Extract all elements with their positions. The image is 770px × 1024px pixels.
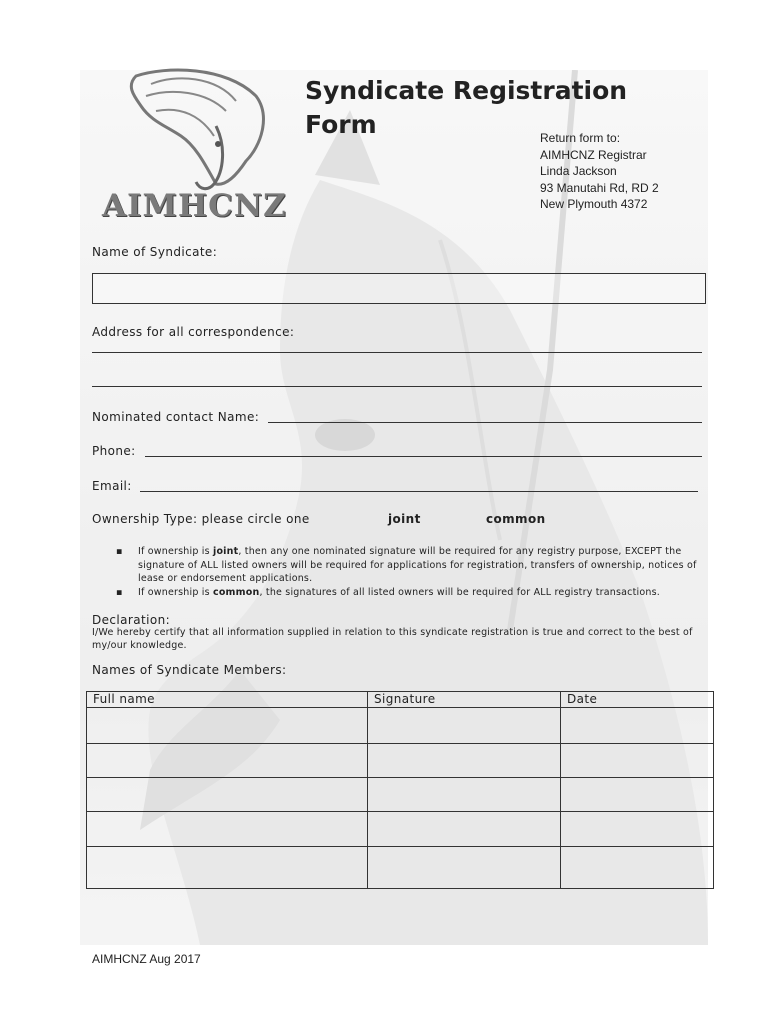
table-header-row — [87, 692, 714, 708]
table-row — [87, 847, 714, 889]
declaration-text: I/We hereby certify that all information supplied in relation to this syndicate registration is true and correct to the best of my/our knowledge. — [92, 627, 693, 651]
logo-wordmark: AIMHCNZ — [102, 188, 287, 224]
table-row — [87, 744, 714, 778]
ownership-type-label: Ownership Type: please circle one — [92, 512, 310, 526]
members-table — [86, 691, 714, 889]
return-heading: Return form to: — [540, 131, 621, 145]
signature-cell[interactable] — [368, 744, 561, 778]
title-line-2: Form — [305, 110, 377, 139]
signature-cell[interactable] — [368, 847, 561, 889]
signature-cell[interactable] — [368, 708, 561, 744]
date-cell[interactable] — [561, 778, 714, 812]
title-line-1: Syndicate Registration — [305, 76, 628, 105]
contact-name-label: Nominated contact Name: — [92, 410, 260, 424]
address-line-1[interactable] — [92, 352, 702, 353]
table-row — [87, 708, 714, 744]
full-name-cell[interactable] — [87, 812, 368, 847]
contact-name-line[interactable] — [268, 422, 702, 423]
phone-line[interactable] — [145, 456, 702, 457]
list-item: ▪ If ownership is joint, then any one nominated signature will be required for any registry purpose, EXCEPT the signature of ALL listed owners will be required for applications for registration, transfers of ownership, notices of lease or endorsement applications. — [116, 546, 697, 584]
phone-label: Phone: — [92, 444, 136, 458]
email-line[interactable] — [140, 491, 698, 492]
address-label: Address for all correspondence: — [92, 325, 295, 339]
return-address-block — [540, 130, 740, 213]
syndicate-name-field[interactable] — [92, 273, 706, 304]
bullet-icon: ▪ — [116, 586, 123, 598]
date-cell[interactable] — [561, 708, 714, 744]
return-line: 93 Manutahi Rd, RD 2 — [540, 180, 659, 195]
footer-text: AIMHCNZ Aug 2017 — [92, 952, 201, 966]
return-line: AIMHCNZ Registrar — [540, 147, 647, 162]
return-line: Linda Jackson — [540, 164, 617, 178]
email-label: Email: — [92, 479, 132, 493]
ownership-rules-list — [116, 545, 706, 599]
return-line: New Plymouth 4372 — [540, 197, 648, 211]
members-heading: Names of Syndicate Members: — [92, 663, 287, 677]
bullet-icon: ▪ — [116, 546, 123, 557]
full-name-cell[interactable] — [87, 744, 368, 778]
declaration-heading: Declaration: — [92, 613, 171, 627]
full-name-cell[interactable] — [87, 847, 368, 889]
full-name-cell[interactable] — [87, 708, 368, 744]
column-header-full-name: Full name — [87, 692, 368, 708]
full-name-cell[interactable] — [87, 778, 368, 812]
ownership-option-common[interactable]: common — [486, 512, 546, 526]
table-row — [87, 778, 714, 812]
date-cell[interactable] — [561, 847, 714, 889]
list-item: ▪ If ownership is common, the signatures of all listed owners will be required for ALL registry transactions. — [116, 586, 660, 598]
address-line-2[interactable] — [92, 386, 702, 387]
column-header-signature: Signature — [368, 692, 561, 708]
ownership-option-joint[interactable]: joint — [388, 512, 421, 526]
date-cell[interactable] — [561, 812, 714, 847]
column-header-date: Date — [561, 692, 714, 708]
signature-cell[interactable] — [368, 778, 561, 812]
signature-cell[interactable] — [368, 812, 561, 847]
date-cell[interactable] — [561, 744, 714, 778]
table-row — [87, 812, 714, 847]
syndicate-name-label: Name of Syndicate: — [92, 245, 218, 259]
